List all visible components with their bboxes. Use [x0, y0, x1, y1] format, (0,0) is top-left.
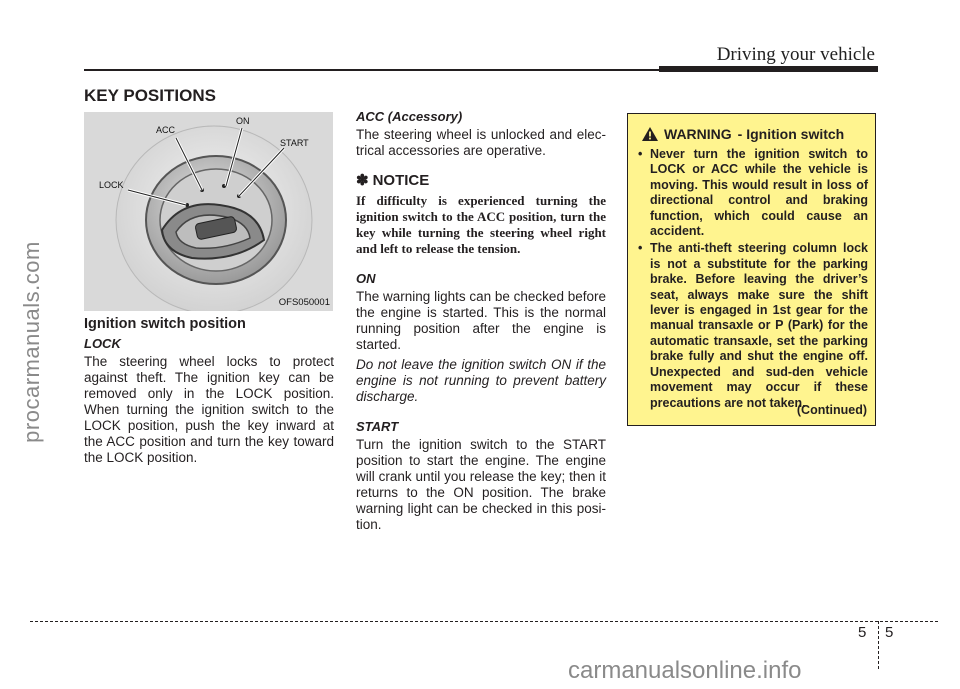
running-header-title: Driving your vehicle [716, 44, 875, 65]
side-watermark [12, 212, 52, 472]
figure-label-start: START [280, 138, 309, 148]
notice-icon: ✽ [356, 172, 369, 189]
warning-item-text: The anti-theft steering column lock is not a substitute for the parking brake. Before leaving the driver’s seat, always make sure the shift lever is engaged in 1st gear for the manual transaxle or P (Park) for the automatic transaxle, set the parking brake fully and shut the engine off. Unexpected and sud-den vehicle movement may occur if these precautions are not taken. [650, 241, 868, 410]
acc-paragraph: The steering wheel is unlocked and elec-trical accessories are operative. [356, 127, 606, 158]
column-left [84, 316, 334, 466]
on-subheading: ON [356, 271, 376, 286]
warning-triangle-icon [642, 127, 658, 141]
section-title: KEY POSITIONS [84, 86, 216, 105]
notice-text: If difficulty is experienced turning the ignition switch to the ACC position, turn the key while turning the steering wheel right and left to release the tension. [356, 193, 606, 256]
start-subheading: START [356, 419, 399, 434]
warning-continued: (Continued) [796, 403, 867, 417]
warning-item-text: Never turn the ignition switch to LOCK or ACC while the vehicle is moving. This would result in loss of directional control and braking function, which could cause an accident. [650, 147, 868, 239]
figure-label-lock: LOCK [99, 180, 124, 190]
figure-label-on: ON [236, 116, 250, 126]
notice-title: NOTICE [372, 172, 430, 189]
on-paragraph: The warning lights can be checked before the engine is started. This is the normal running position after the engine is started. [356, 289, 606, 352]
warning-title: WARNING [664, 126, 732, 142]
column-middle [356, 109, 606, 533]
notice-heading [356, 173, 606, 189]
ignition-switch-figure [84, 112, 333, 311]
warning-heading [642, 126, 844, 142]
side-watermark-text: procarmanuals.com [19, 241, 44, 443]
start-paragraph: Turn the ignition switch to the START position to start the engine. The engine will crank until you release the key; then it returns to the ON position. The brake warning light can be checked in this posi-tion. [356, 437, 606, 532]
page-number: 5 [885, 624, 894, 641]
warning-box [627, 113, 876, 426]
footer-rule [30, 621, 938, 622]
figure-label-acc: ACC [156, 125, 176, 135]
lock-paragraph: The steering wheel locks to protect against theft. The ignition key can be removed only in the LOCK position. When turning the ignition switch to the LOCK position, push the key inward at the ACC position and turn the key toward the LOCK position. [84, 354, 334, 465]
warning-list [636, 147, 868, 413]
warning-subtitle: - Ignition switch [737, 126, 845, 142]
warning-item: • Never turn the ignition switch to LOCK or ACC while the vehicle is moving. This would result in loss of directional control and braking function, which could cause an accident. [638, 147, 868, 239]
lock-subheading: LOCK [84, 336, 121, 351]
footer-divider [878, 621, 879, 669]
on-note: Do not leave the ignition switch ON if the engine is not running to prevent battery discharge. [356, 357, 606, 404]
acc-subheading: ACC (Accessory) [356, 109, 463, 124]
warning-item: • The anti-theft steering column lock is not a substitute for the parking brake. Before leaving the driver’s seat, always make sure the shift lever is engaged in 1st gear for the manual transaxle or P (Park) for the automatic transaxle, set the parking brake fully and shut the engine off. Unexpected and sud-den vehicle movement may occur if these precautions are not taken. [638, 241, 868, 410]
header-bar [659, 66, 878, 72]
chapter-number: 5 [858, 624, 867, 641]
bottom-watermark: carmanualsonline.info [568, 657, 802, 684]
header-rule [84, 69, 659, 71]
figure-code: OFS050001 [278, 297, 330, 308]
ignition-switch-position-heading: Ignition switch position [84, 316, 246, 332]
